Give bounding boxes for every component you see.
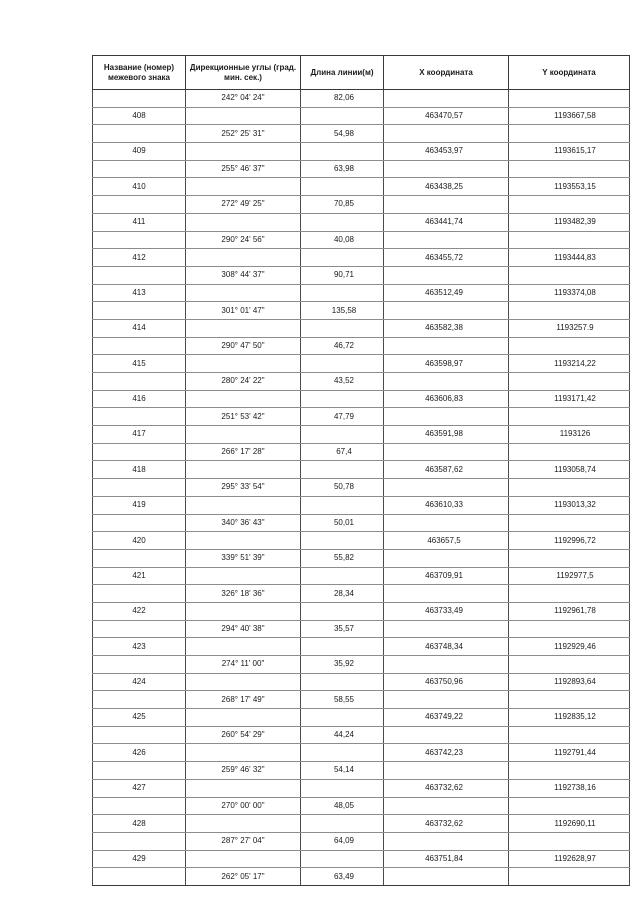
y-coordinate-cell: 1192835,12	[509, 709, 630, 727]
line-length-cell: 40,08	[301, 231, 384, 249]
mark-name-cell	[93, 797, 186, 815]
mark-name-cell: 412	[93, 249, 186, 267]
mark-name-cell	[93, 408, 186, 426]
x-coordinate-cell	[384, 443, 509, 461]
y-coordinate-cell: 1192628,97	[509, 850, 630, 868]
x-coordinate-cell: 463749,22	[384, 709, 509, 727]
line-length-cell	[301, 390, 384, 408]
table-row	[93, 762, 630, 780]
x-coordinate-cell	[384, 337, 509, 355]
table-row	[93, 390, 630, 408]
mark-name-cell: 409	[93, 143, 186, 161]
x-coordinate-cell	[384, 691, 509, 709]
line-length-cell	[301, 355, 384, 373]
line-length-cell: 135,58	[301, 302, 384, 320]
table-row	[93, 585, 630, 603]
bearing-angle-cell: 259° 46' 32"	[186, 762, 301, 780]
mark-name-cell: 411	[93, 213, 186, 231]
line-length-cell: 82,06	[301, 90, 384, 108]
mark-name-cell: 421	[93, 567, 186, 585]
line-length-cell: 48,05	[301, 797, 384, 815]
table-row	[93, 284, 630, 302]
table-row	[93, 107, 630, 125]
mark-name-cell	[93, 691, 186, 709]
line-length-cell: 35,57	[301, 620, 384, 638]
y-coordinate-cell: 1192996,72	[509, 532, 630, 550]
y-coordinate-cell	[509, 797, 630, 815]
table-row	[93, 231, 630, 249]
y-coordinate-cell	[509, 549, 630, 567]
bearing-angle-cell	[186, 815, 301, 833]
mark-name-cell	[93, 231, 186, 249]
y-coordinate-cell	[509, 691, 630, 709]
table-row	[93, 461, 630, 479]
bearing-angle-cell	[186, 390, 301, 408]
bearing-angle-cell	[186, 673, 301, 691]
y-coordinate-cell: 1193553,15	[509, 178, 630, 196]
bearing-angle-cell: 308° 44' 37"	[186, 266, 301, 284]
table-row	[93, 797, 630, 815]
bearing-angle-cell: 301° 01' 47"	[186, 302, 301, 320]
x-coordinate-cell	[384, 479, 509, 497]
x-coordinate-cell	[384, 196, 509, 214]
mark-name-cell	[93, 620, 186, 638]
table-row	[93, 443, 630, 461]
header-line-length: Длина линии(м)	[301, 56, 384, 90]
x-coordinate-cell: 463591,98	[384, 426, 509, 444]
line-length-cell: 50,01	[301, 514, 384, 532]
table-body	[93, 90, 630, 886]
bearing-angle-cell	[186, 709, 301, 727]
line-length-cell: 90,71	[301, 266, 384, 284]
boundary-marks-table	[92, 55, 630, 886]
y-coordinate-cell: 1193171,42	[509, 390, 630, 408]
y-coordinate-cell: 1193257.9	[509, 319, 630, 337]
x-coordinate-cell	[384, 549, 509, 567]
x-coordinate-cell	[384, 656, 509, 674]
table-row	[93, 832, 630, 850]
line-length-cell: 54,98	[301, 125, 384, 143]
table-header-row	[93, 56, 630, 90]
y-coordinate-cell: 1193615,17	[509, 143, 630, 161]
table-row	[93, 779, 630, 797]
y-coordinate-cell: 1193444,83	[509, 249, 630, 267]
line-length-cell	[301, 319, 384, 337]
bearing-angle-cell: 295° 33' 54"	[186, 479, 301, 497]
bearing-angle-cell	[186, 850, 301, 868]
bearing-angle-cell: 266° 17' 28"	[186, 443, 301, 461]
x-coordinate-cell	[384, 726, 509, 744]
bearing-angle-cell: 242° 04' 24"	[186, 90, 301, 108]
bearing-angle-cell: 280° 24' 22"	[186, 373, 301, 391]
line-length-cell	[301, 143, 384, 161]
line-length-cell	[301, 779, 384, 797]
mark-name-cell: 426	[93, 744, 186, 762]
bearing-angle-cell	[186, 213, 301, 231]
bearing-angle-cell: 260° 54' 29"	[186, 726, 301, 744]
x-coordinate-cell: 463582,38	[384, 319, 509, 337]
mark-name-cell	[93, 549, 186, 567]
mark-name-cell	[93, 443, 186, 461]
bearing-angle-cell	[186, 461, 301, 479]
mark-name-cell: 420	[93, 532, 186, 550]
y-coordinate-cell	[509, 408, 630, 426]
y-coordinate-cell	[509, 196, 630, 214]
mark-name-cell	[93, 125, 186, 143]
table-row	[93, 408, 630, 426]
x-coordinate-cell	[384, 125, 509, 143]
y-coordinate-cell	[509, 832, 630, 850]
mark-name-cell	[93, 868, 186, 886]
bearing-angle-cell: 272° 49' 25"	[186, 196, 301, 214]
y-coordinate-cell: 1192893,64	[509, 673, 630, 691]
x-coordinate-cell	[384, 90, 509, 108]
line-length-cell: 47,79	[301, 408, 384, 426]
y-coordinate-cell	[509, 125, 630, 143]
header-bearing-angle: Дирекционные углы (град. мин. сек.)	[186, 56, 301, 90]
mark-name-cell: 423	[93, 638, 186, 656]
mark-name-cell	[93, 337, 186, 355]
line-length-cell	[301, 673, 384, 691]
y-coordinate-cell	[509, 90, 630, 108]
table-row	[93, 426, 630, 444]
x-coordinate-cell: 463470,57	[384, 107, 509, 125]
y-coordinate-cell	[509, 479, 630, 497]
bearing-angle-cell	[186, 744, 301, 762]
line-length-cell: 35,92	[301, 656, 384, 674]
y-coordinate-cell: 1193482,39	[509, 213, 630, 231]
y-coordinate-cell: 1193058,74	[509, 461, 630, 479]
table-row	[93, 160, 630, 178]
y-coordinate-cell	[509, 514, 630, 532]
mark-name-cell: 408	[93, 107, 186, 125]
line-length-cell: 50,78	[301, 479, 384, 497]
table-row	[93, 638, 630, 656]
bearing-angle-cell	[186, 779, 301, 797]
y-coordinate-cell	[509, 266, 630, 284]
y-coordinate-cell: 1193013,32	[509, 496, 630, 514]
table-row	[93, 691, 630, 709]
header-y-coordinate: Y координата	[509, 56, 630, 90]
x-coordinate-cell: 463709,91	[384, 567, 509, 585]
table-row	[93, 744, 630, 762]
y-coordinate-cell: 1192690,11	[509, 815, 630, 833]
mark-name-cell	[93, 832, 186, 850]
bearing-angle-cell	[186, 496, 301, 514]
x-coordinate-cell: 463512,49	[384, 284, 509, 302]
line-length-cell	[301, 744, 384, 762]
x-coordinate-cell: 463742,23	[384, 744, 509, 762]
bearing-angle-cell: 294° 40' 38"	[186, 620, 301, 638]
line-length-cell	[301, 815, 384, 833]
y-coordinate-cell: 1193667,58	[509, 107, 630, 125]
mark-name-cell	[93, 196, 186, 214]
x-coordinate-cell	[384, 868, 509, 886]
line-length-cell: 54,14	[301, 762, 384, 780]
line-length-cell	[301, 709, 384, 727]
x-coordinate-cell: 463587,62	[384, 461, 509, 479]
line-length-cell: 58,55	[301, 691, 384, 709]
y-coordinate-cell	[509, 762, 630, 780]
bearing-angle-cell	[186, 143, 301, 161]
bearing-angle-cell: 340° 36' 43"	[186, 514, 301, 532]
bearing-angle-cell: 270° 00' 00"	[186, 797, 301, 815]
line-length-cell: 63,98	[301, 160, 384, 178]
y-coordinate-cell	[509, 160, 630, 178]
y-coordinate-cell	[509, 726, 630, 744]
y-coordinate-cell: 1193126	[509, 426, 630, 444]
mark-name-cell	[93, 90, 186, 108]
table-row	[93, 850, 630, 868]
x-coordinate-cell	[384, 620, 509, 638]
y-coordinate-cell: 1192961,78	[509, 602, 630, 620]
table-row	[93, 602, 630, 620]
table-row	[93, 496, 630, 514]
table-row	[93, 319, 630, 337]
table-row	[93, 868, 630, 886]
mark-name-cell: 414	[93, 319, 186, 337]
x-coordinate-cell	[384, 302, 509, 320]
bearing-angle-cell	[186, 567, 301, 585]
x-coordinate-cell: 463750,96	[384, 673, 509, 691]
line-length-cell: 46,72	[301, 337, 384, 355]
x-coordinate-cell	[384, 231, 509, 249]
line-length-cell: 64,09	[301, 832, 384, 850]
bearing-angle-cell	[186, 426, 301, 444]
table-row	[93, 302, 630, 320]
x-coordinate-cell	[384, 408, 509, 426]
mark-name-cell: 422	[93, 602, 186, 620]
mark-name-cell: 427	[93, 779, 186, 797]
table-row	[93, 656, 630, 674]
x-coordinate-cell: 463438,25	[384, 178, 509, 196]
header-x-coordinate: X координата	[384, 56, 509, 90]
table-row	[93, 567, 630, 585]
y-coordinate-cell	[509, 302, 630, 320]
bearing-angle-cell	[186, 249, 301, 267]
x-coordinate-cell: 463733,49	[384, 602, 509, 620]
bearing-angle-cell	[186, 107, 301, 125]
line-length-cell	[301, 249, 384, 267]
y-coordinate-cell	[509, 443, 630, 461]
bearing-angle-cell: 262° 05' 17"	[186, 868, 301, 886]
y-coordinate-cell: 1192977,5	[509, 567, 630, 585]
line-length-cell	[301, 532, 384, 550]
line-length-cell	[301, 602, 384, 620]
mark-name-cell	[93, 302, 186, 320]
table-row	[93, 532, 630, 550]
table-row	[93, 178, 630, 196]
bearing-angle-cell	[186, 178, 301, 196]
x-coordinate-cell: 463610,33	[384, 496, 509, 514]
x-coordinate-cell: 463441,74	[384, 213, 509, 231]
table-row	[93, 549, 630, 567]
bearing-angle-cell	[186, 638, 301, 656]
mark-name-cell: 415	[93, 355, 186, 373]
mark-name-cell	[93, 479, 186, 497]
y-coordinate-cell	[509, 231, 630, 249]
line-length-cell	[301, 426, 384, 444]
mark-name-cell: 410	[93, 178, 186, 196]
mark-name-cell: 417	[93, 426, 186, 444]
mark-name-cell	[93, 266, 186, 284]
line-length-cell	[301, 638, 384, 656]
table-row	[93, 373, 630, 391]
x-coordinate-cell	[384, 832, 509, 850]
line-length-cell: 44,24	[301, 726, 384, 744]
line-length-cell: 63,49	[301, 868, 384, 886]
y-coordinate-cell: 1193374,08	[509, 284, 630, 302]
table-row	[93, 125, 630, 143]
table-row	[93, 213, 630, 231]
table-row	[93, 196, 630, 214]
mark-name-cell	[93, 762, 186, 780]
bearing-angle-cell: 290° 24' 56"	[186, 231, 301, 249]
line-length-cell	[301, 461, 384, 479]
x-coordinate-cell: 463455,72	[384, 249, 509, 267]
x-coordinate-cell	[384, 797, 509, 815]
bearing-angle-cell: 290° 47' 50"	[186, 337, 301, 355]
mark-name-cell: 428	[93, 815, 186, 833]
x-coordinate-cell: 463732,62	[384, 815, 509, 833]
mark-name-cell: 418	[93, 461, 186, 479]
line-length-cell: 55,82	[301, 549, 384, 567]
line-length-cell: 43,52	[301, 373, 384, 391]
bearing-angle-cell	[186, 355, 301, 373]
y-coordinate-cell: 1192738,16	[509, 779, 630, 797]
mark-name-cell	[93, 656, 186, 674]
table-row	[93, 673, 630, 691]
bearing-angle-cell: 339° 51' 39"	[186, 549, 301, 567]
mark-name-cell	[93, 373, 186, 391]
line-length-cell	[301, 284, 384, 302]
x-coordinate-cell	[384, 160, 509, 178]
mark-name-cell: 425	[93, 709, 186, 727]
table-row	[93, 143, 630, 161]
y-coordinate-cell	[509, 337, 630, 355]
x-coordinate-cell	[384, 762, 509, 780]
table-row	[93, 249, 630, 267]
mark-name-cell: 419	[93, 496, 186, 514]
mark-name-cell	[93, 585, 186, 603]
mark-name-cell: 429	[93, 850, 186, 868]
mark-name-cell	[93, 160, 186, 178]
y-coordinate-cell	[509, 656, 630, 674]
bearing-angle-cell: 274° 11' 00"	[186, 656, 301, 674]
x-coordinate-cell: 463598,97	[384, 355, 509, 373]
x-coordinate-cell: 463751,84	[384, 850, 509, 868]
x-coordinate-cell	[384, 266, 509, 284]
mark-name-cell: 416	[93, 390, 186, 408]
bearing-angle-cell	[186, 532, 301, 550]
bearing-angle-cell: 252° 25' 31"	[186, 125, 301, 143]
y-coordinate-cell	[509, 373, 630, 391]
coordinates-sheet	[92, 55, 629, 886]
table-row	[93, 266, 630, 284]
x-coordinate-cell: 463657,5	[384, 532, 509, 550]
table-row	[93, 479, 630, 497]
line-length-cell	[301, 850, 384, 868]
line-length-cell	[301, 213, 384, 231]
mark-name-cell	[93, 514, 186, 532]
y-coordinate-cell	[509, 868, 630, 886]
x-coordinate-cell	[384, 514, 509, 532]
table-row	[93, 90, 630, 108]
bearing-angle-cell: 287° 27' 04"	[186, 832, 301, 850]
table-row	[93, 514, 630, 532]
bearing-angle-cell	[186, 602, 301, 620]
x-coordinate-cell: 463748,34	[384, 638, 509, 656]
bearing-angle-cell	[186, 319, 301, 337]
bearing-angle-cell: 268° 17' 49"	[186, 691, 301, 709]
table-row	[93, 726, 630, 744]
bearing-angle-cell: 251° 53' 42"	[186, 408, 301, 426]
table-row	[93, 815, 630, 833]
line-length-cell	[301, 178, 384, 196]
line-length-cell	[301, 107, 384, 125]
line-length-cell: 67,4	[301, 443, 384, 461]
table-row	[93, 620, 630, 638]
line-length-cell	[301, 496, 384, 514]
y-coordinate-cell	[509, 585, 630, 603]
y-coordinate-cell: 1193214,22	[509, 355, 630, 373]
line-length-cell: 28,34	[301, 585, 384, 603]
x-coordinate-cell	[384, 585, 509, 603]
y-coordinate-cell	[509, 620, 630, 638]
table-row	[93, 709, 630, 727]
y-coordinate-cell: 1192929,46	[509, 638, 630, 656]
table-row	[93, 355, 630, 373]
mark-name-cell: 424	[93, 673, 186, 691]
x-coordinate-cell: 463732,62	[384, 779, 509, 797]
y-coordinate-cell: 1192791,44	[509, 744, 630, 762]
bearing-angle-cell	[186, 284, 301, 302]
header-mark-name: Название (номер) межевого знака	[93, 56, 186, 90]
x-coordinate-cell: 463606,83	[384, 390, 509, 408]
line-length-cell: 70,85	[301, 196, 384, 214]
line-length-cell	[301, 567, 384, 585]
x-coordinate-cell: 463453,97	[384, 143, 509, 161]
mark-name-cell: 413	[93, 284, 186, 302]
bearing-angle-cell: 255° 46' 37"	[186, 160, 301, 178]
mark-name-cell	[93, 726, 186, 744]
bearing-angle-cell: 326° 18' 36"	[186, 585, 301, 603]
x-coordinate-cell	[384, 373, 509, 391]
table-row	[93, 337, 630, 355]
